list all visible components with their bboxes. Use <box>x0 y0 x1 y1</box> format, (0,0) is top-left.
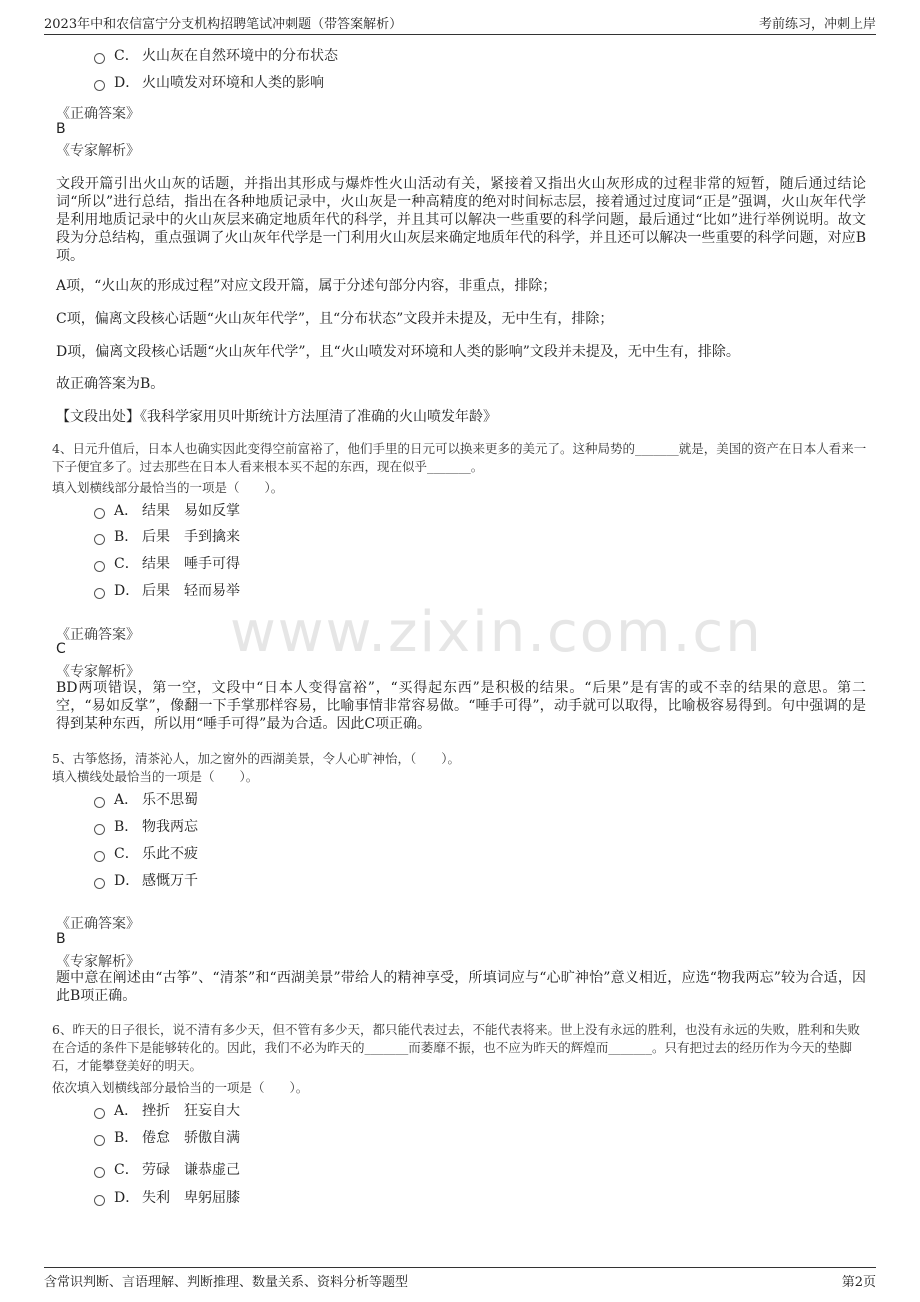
answer-label: 《正确答案》 <box>56 106 140 122</box>
analysis-label: 《专家解析》 <box>56 954 140 970</box>
question-5-prompt: 填入横线处最恰当的一项是（ ）。 <box>52 769 259 784</box>
answer-value: C <box>56 641 66 657</box>
footer-note: 含常识判断、言语理解、判断推理、数量关系、资料分析等题型 <box>44 1274 409 1290</box>
q4-option-d[interactable]: D． 后果 轻而易举 <box>94 579 240 601</box>
q3-option-d[interactable]: D． 火山喷发对环境和人类的影响 <box>94 71 324 93</box>
question-5-stem: 5、古筝悠扬，清茶沁人，加之窗外的西湖美景，令人心旷神怡，（ ）。 <box>52 751 460 766</box>
q3-option-c[interactable]: C． 火山灰在自然环境中的分布状态 <box>94 44 338 66</box>
radio-icon[interactable] <box>94 851 105 862</box>
radio-icon[interactable] <box>94 80 105 91</box>
radio-icon[interactable] <box>94 1135 105 1146</box>
radio-icon[interactable] <box>94 1195 105 1206</box>
q5-option-a[interactable]: A． 乐不思蜀 <box>94 788 198 810</box>
radio-icon[interactable] <box>94 1108 105 1119</box>
question-6-prompt: 依次填入划横线部分最恰当的一项是（ ）。 <box>52 1080 309 1095</box>
answer-label: 《正确答案》 <box>56 916 140 932</box>
q4-option-b[interactable]: B． 后果 手到擒来 <box>94 525 240 547</box>
analysis-label: 《专家解析》 <box>56 664 140 680</box>
analysis-label: 《专家解析》 <box>56 143 140 159</box>
question-4-prompt: 填入划横线部分最恰当的一项是（ ）。 <box>52 480 284 495</box>
q5-option-c[interactable]: C． 乐此不疲 <box>94 842 198 864</box>
answer-value: B <box>56 931 66 947</box>
answer-value: B <box>56 121 66 137</box>
q6-option-a[interactable]: A． 挫折 狂妄自大 <box>94 1099 240 1121</box>
q5-option-b[interactable]: B． 物我两忘 <box>94 815 198 837</box>
q5-option-d[interactable]: D． 感慨万千 <box>94 869 198 891</box>
analysis-conclusion: 故正确答案为B。 <box>56 376 165 392</box>
q4-option-a[interactable]: A． 结果 易如反掌 <box>94 499 240 521</box>
q4-option-c[interactable]: C． 结果 唾手可得 <box>94 552 240 574</box>
q6-option-b[interactable]: B． 倦怠 骄傲自满 <box>94 1126 240 1148</box>
radio-icon[interactable] <box>94 1167 105 1178</box>
radio-icon[interactable] <box>94 824 105 835</box>
radio-icon[interactable] <box>94 534 105 545</box>
analysis-text: 文段开篇引出火山灰的话题，并指出其形成与爆炸性火山活动有关，紧接着又指出火山灰形成的过程非常的短暂，随后通过结论词“所以”进行总结，指出在各种地质记录中，火山灰是一种高精度的绝对时间标志层，接着通过过度词“正是”强调，火山灰年代学是利用地质记录中的火山灰层来确定地质年代的科学，并且其可以解决一些重要的科学问题，最后通过“比如”进行举例说明。故文段为分总结构，重点强调了火山灰年代学是一门利用火山灰层来确定地质年代的科学，并且还可以解决一些重要的科学问题，对应B项。 <box>56 176 866 264</box>
radio-icon[interactable] <box>94 797 105 808</box>
question-6-stem: 6、昨天的日子很长，说不清有多少天，但不管有多少天，都只能代表过去，不能代表将来。世上没有永远的胜利，也没有永远的失败，胜利和失败在合适的条件下是能够转化的。因此，我们不必为昨天的_______而萎靡不振，也不应为昨天的辉煌而_______。只有把过去的经历作为今天的垫脚石，才能攀登美好的明天。 <box>52 1022 860 1073</box>
analysis-text: BD两项错误，第一空，文段中“日本人变得富裕”，“买得起东西”是积极的结果。“后果”是有害的或不幸的结果的意思。第二空，“易如反掌”，像翻一下手掌那样容易，比喻事情非常容易做。“唾手可得”，动手就可以取得，比喻极容易得到。句中强调的是得到某种东西，所以用“唾手可得”最为合适。因此C项正确。 <box>56 680 866 732</box>
answer-label: 《正确答案》 <box>56 627 140 643</box>
radio-icon[interactable] <box>94 53 105 64</box>
page-number: 第2页 <box>841 1274 876 1290</box>
header-title: 2023年中和农信富宁分支机构招聘笔试冲刺题（带答案解析） <box>44 17 403 32</box>
analysis-line-a: A项，“火山灰的形成过程”对应文段开篇，属于分述句部分内容，非重点，排除； <box>56 278 557 294</box>
analysis-line-c: C项，偏离文段核心话题“火山灰年代学”，且“分布状态”文段并未提及，无中生有，排除； <box>56 311 614 327</box>
source-citation: 【文段出处】《我科学家用贝叶斯统计方法厘清了准确的火山喷发年龄》 <box>56 409 497 425</box>
radio-icon[interactable] <box>94 508 105 519</box>
radio-icon[interactable] <box>94 588 105 599</box>
page-header <box>44 10 876 35</box>
watermark: www.zixin.com.cn <box>230 600 763 665</box>
q6-option-d[interactable]: D． 失利 卑躬屈膝 <box>94 1186 240 1208</box>
radio-icon[interactable] <box>94 561 105 572</box>
question-4-stem: 4、日元升值后，日本人也确实因此变得空前富裕了，他们手里的日元可以换来更多的美元了。这种局势的_______就是，美国的资产在日本人看来一下子便宜多了。过去那些在日本人看来根本买不起的东西，现在似乎_______。 <box>52 441 867 474</box>
analysis-text: 题中意在阐述由“古筝”、“清茶”和“西湖美景”带给人的精神享受，所填词应与“心旷神怡”意义相近，应选“物我两忘”较为合适，因此B项正确。 <box>56 970 866 1004</box>
q6-option-c[interactable]: C． 劳碌 谦恭虚己 <box>94 1158 240 1180</box>
radio-icon[interactable] <box>94 878 105 889</box>
analysis-line-d: D项，偏离文段核心话题“火山灰年代学”，且“火山喷发对环境和人类的影响”文段并未提及，无中生有，排除。 <box>56 344 740 360</box>
header-slogan: 考前练习，冲刺上岸 <box>758 17 876 32</box>
page-footer <box>44 1267 876 1292</box>
